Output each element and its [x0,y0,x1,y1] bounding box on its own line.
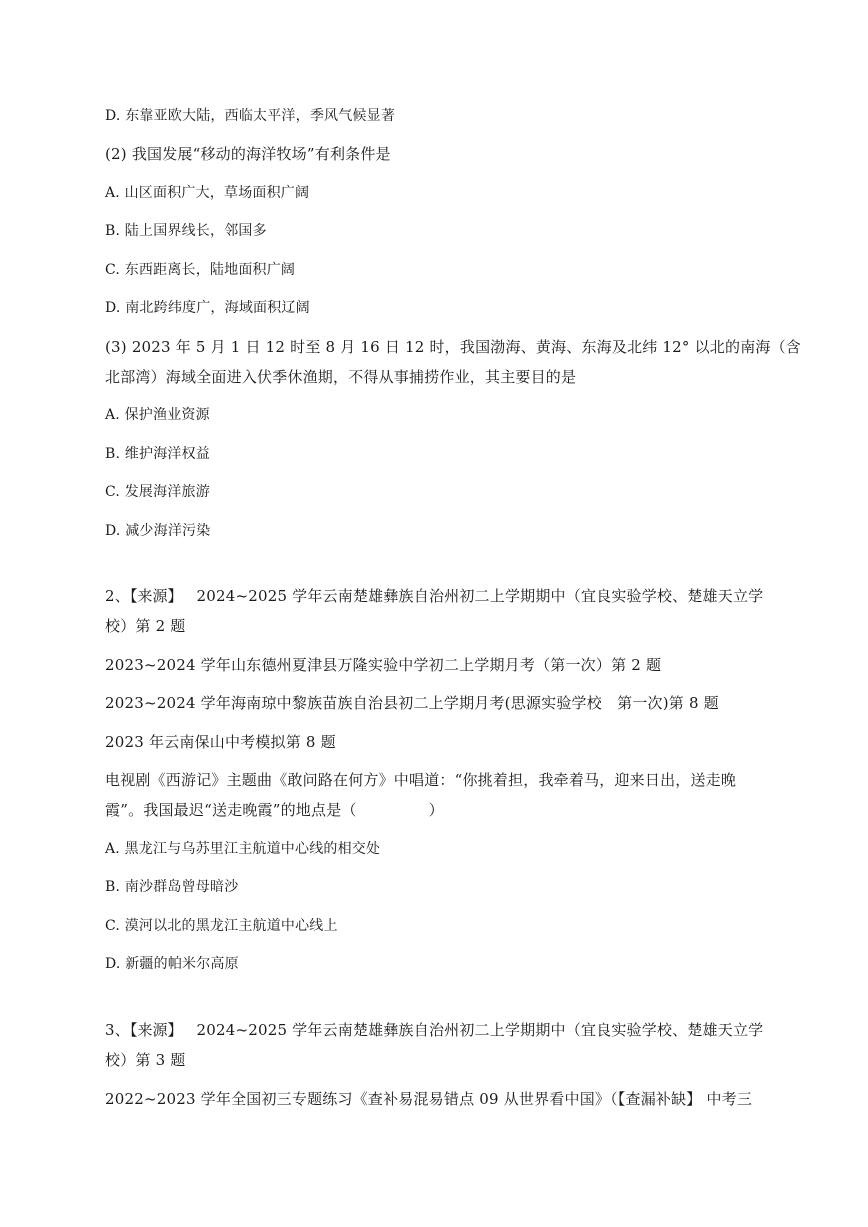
q3-source-line3: 2022~2023 学年全国初三专题练习《查补易混易错点 09 从世界看中国》（【查漏补缺】 中考三 [105,1090,753,1108]
q1-sub2-option-b: B. 陆上国界线长，邻国多 [105,223,267,239]
q1-sub3-option-c: C. 发展海洋旅游 [105,484,210,500]
q1-sub1-option-d: D. 东靠亚欧大陆，西临太平洋，季风气候显著 [105,108,396,124]
q1-sub2-option-c: C. 东西距离长，陆地面积广阔 [105,262,296,278]
q2-number: 2、 [105,587,130,605]
q2-source-line3: 2023~2024 学年山东德州夏津县万隆实验中学初二上学期月考（第一次）第 2 题 [105,656,662,674]
q1-sub3-option-b: B. 维护海洋权益 [105,446,210,462]
q1-sub3-stem-line1: (3) 2023 年 5 月 1 日 12 时至 8 月 16 日 12 时，我国渤海、黄海、东海及北纬 12° 以北的南海（含 [105,338,801,356]
q1-sub3-option-a: A. 保护渔业资源 [105,407,210,423]
q2-option-c: C. 漠河以北的黑龙江主航道中心线上 [105,918,338,934]
q3-number: 3、 [105,1021,130,1039]
q2-option-a: A. 黑龙江与乌苏里江主航道中心线的相交处 [105,841,381,857]
q3-source-line2: 校）第 3 题 [105,1051,186,1069]
q1-sub3-stem-line2: 北部湾）海域全面进入伏季休渔期，不得从事捕捞作业，其主要目的是 [105,368,577,386]
q2-option-b: B. 南沙群岛曾母暗沙 [105,879,239,895]
q2-option-d: D. 新疆的帕米尔高原 [105,956,239,972]
q2-source-tag: 【来源】 [129,587,183,605]
q2-stem-line1: 电视剧《西游记》主题曲《敢问路在何方》中唱道：“你挑着担，我牵着马，迎来日出，送走晚 [105,771,737,789]
q2-stem-text: 霞”。我国最迟“送走晚霞”的地点是（ [105,801,357,819]
q3-source-tag: 【来源】 [129,1021,183,1039]
q2-source-line5: 2023 年云南保山中考模拟第 8 题 [105,733,336,751]
q3-source-text: 2024~2025 学年云南楚雄彝族自治州初二上学期期中（宜良实验学校、楚雄天立学 [196,1021,764,1039]
q1-sub2-option-d: D. 南北跨纬度广，海域面积辽阔 [105,300,310,316]
q2-source-line2: 校）第 2 题 [105,617,186,635]
q1-sub2-option-a: A. 山区面积广大，草场面积广阔 [105,185,310,201]
q2-stem-line2 [105,800,765,820]
q1-sub3-option-d: D. 减少海洋污染 [105,523,211,539]
q3-source-line1 [105,1020,765,1040]
q2-source-line4: 2023~2024 学年海南琼中黎族苗族自治县初二上学期月考(思源实验学校 第一次)第 8 题 [105,694,719,712]
q2-source-line1 [105,586,765,606]
q1-sub2-stem: (2) 我国发展“移动的海洋牧场”有利条件是 [105,145,391,163]
q2-stem-close: ） [428,801,444,819]
q2-source-text: 2024~2025 学年云南楚雄彝族自治州初二上学期期中（宜良实验学校、楚雄天立学 [196,587,764,605]
